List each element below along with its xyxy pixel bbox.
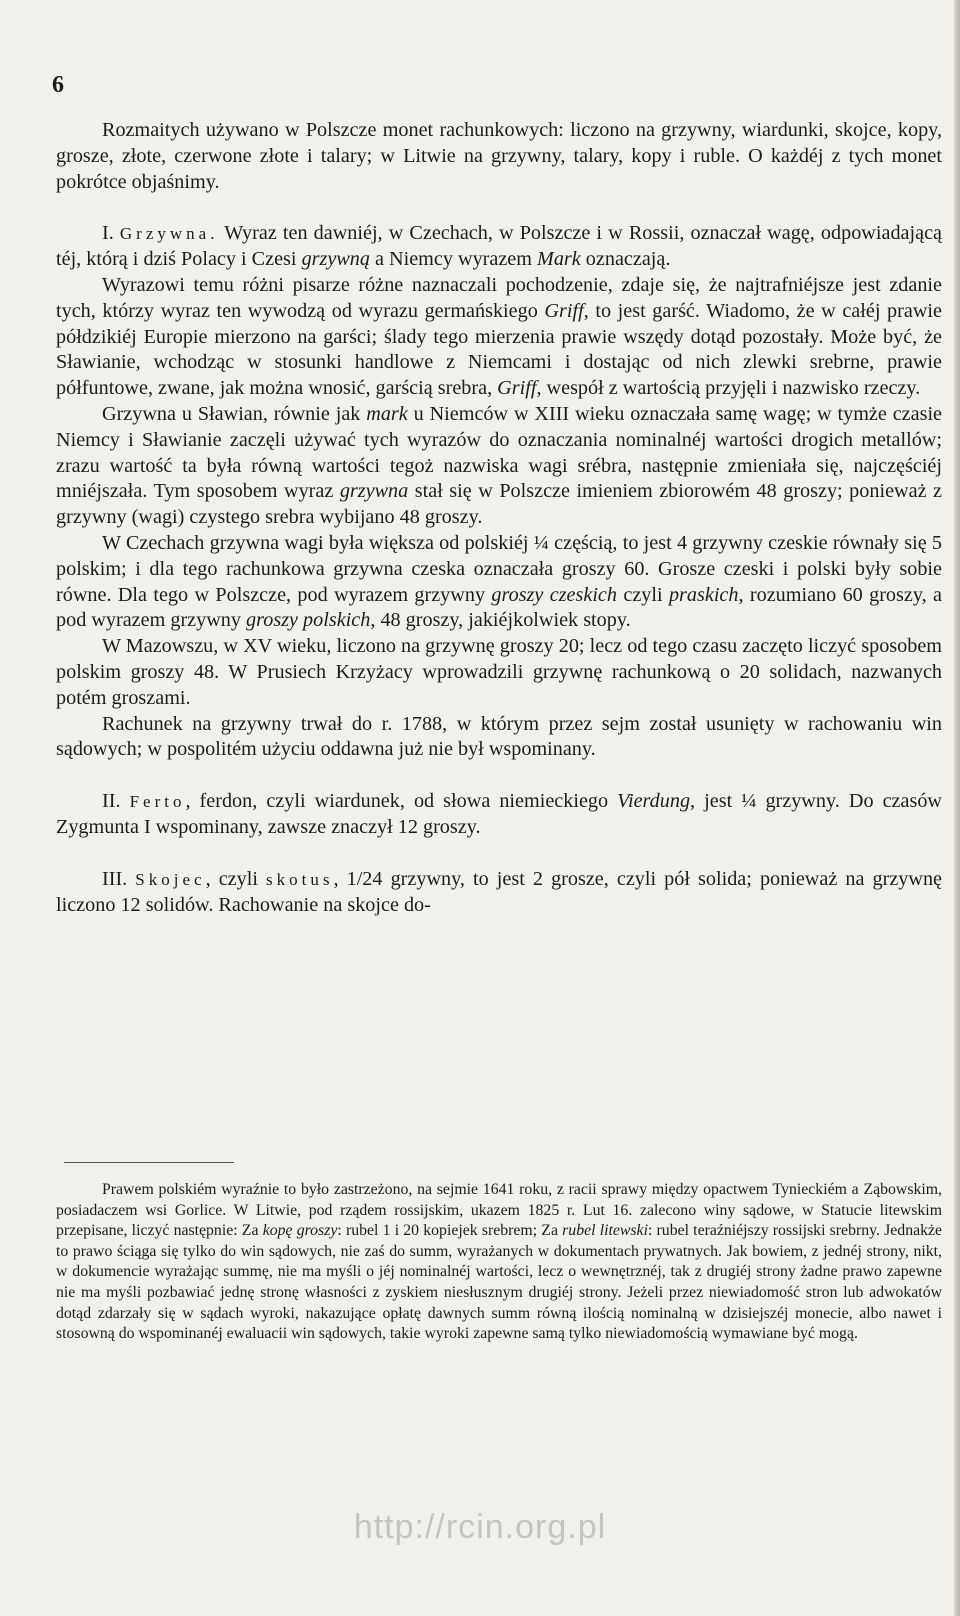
- footnote: Prawem polskiém wyraźnie to było zastrzeżono, na sejmie 1641 roku, z racii sprawy między opactwem Tynieckiém a Ząbowskim, posiadaczem wsi Gorlice. W Litwie, pod rządem rossijskim, ukazem 1825 r. Lut 16. zalecono winy sądowe, w Statucie litewskim przepisane, liczyć następnie: Za kopę groszy: rubel 1 i 20 kopiejek srebrem; Za rubel litewski: rubel teraźniéjszy rossijski srebrny. Jednakże to prawo ściąga się tylko do win sądowych, nie zaś do summ, wyrażanych w dokumentach prywatnych. Jak bowiem, z jednéj strony, nikt, w dokumencie wyrażając summę, nie ma myśli o jéj nominalnéj wartości, lecz o wewnętrznéj, tak z drugiéj strony żadne prawo zapewne nie ma myśli pozbawiać jednę stronę własności z zyskiem niesłusznym drugiéj strony. Jeżeli przez niewiadomość stron lub adwokatów dotąd zdarzały się w sądach wyroki, nakazujące opłatę dawnych summ równą ilością nominalną w dzisiejszéj monecie, albo nawet i stosowną do wspominanéj ewaluacii win sądowych, takie wyroki zapewne samą tylko niewiadomością wymawiane być mogą.: [56, 1181, 943, 1343]
- main-text: [56, 118, 942, 918]
- footnote-divider: [64, 1162, 234, 1163]
- section-numeral: II.: [102, 790, 121, 813]
- section-term: Skojec: [135, 869, 206, 889]
- section-term: Ferto: [129, 792, 186, 812]
- slavic-grzywna-paragraph: Grzywna u Sławian, równie jak mark u Niemców w XIII wieku oznaczała samę wagę; w tymże czasie Niemcy i Sławianie zaczęli używać tych wyrazów do oznaczania nominalnéj wartości drogich metallów; zrazu wartość ta była równą wartości tegoż nazwiska wagi srébra, następnie zmieniała się, najczęściéj mniéjszała. Tym sposobem wyraz grzywna stał się w Polszcze imieniem zbiorowém 48 groszy; ponieważ z grzywny (wagi) czystego srebra wybijano 48 groszy.: [56, 402, 943, 529]
- section-term: Grzywna.: [119, 224, 219, 244]
- section-term-alt: skotus: [266, 869, 334, 889]
- skojec-section-paragraph: III. Skojec, czyli skotus, 1/24 grzywny, to jest 2 grosze, czyli pół solida; ponieważ na grzywnę liczono 12 solidów. Rachowanie na skojce do-: [56, 867, 943, 916]
- section-numeral: III.: [102, 867, 128, 890]
- intro-paragraph: Rozmaitych używano w Polszcze monet rachunkowych: liczono na grzywny, wiardunki, skojce, kopy, grosze, złote, czerwone złote i talary; w Litwie na grzywny, talary, kopy i ruble. O każdéj z tych monet pokrótce objaśnimy.: [56, 119, 942, 193]
- etymology-paragraph: Wyrazowi temu różni pisarze różne naznaczali pochodzenie, zdaje się, że najtrafniéjsze jest zdanie tych, którzy wyraz ten wywodzą od wyrazu germańskiego Griff, to jest garść. Wiadomo, że w całéj prawie półdzikiéj Europie mierzono na garści; ślady tego mierzenia prawie wszędy dotąd pozostały. Może być, że Sławianie, wchodząc w stosunki handlowe z Niemcami i dostając od nich zlewki srebrne, prawie półfuntowe, zwane, jak można wnosić, garścią srebra, Griff, wespół z wartością przyjęli i nazwisko rzeczy.: [56, 273, 942, 400]
- mazovia-paragraph: W Mazowszu, w XV wieku, liczono na grzywnę groszy 20; lecz od tego czasu zaczęto liczyć sposobem polskim groszy 48. W Prusiech Krzyżacy wprowadzili grzywnę rachunkową o 20 solidach, nazwanych potém groszami.: [56, 635, 942, 709]
- page-edge: [954, 0, 960, 1616]
- ferto-section-paragraph: II. Ferto, ferdon, czyli wiardunek, od słowa niemieckiego Vierdung, jest ¼ grzywny. Do czasów Zygmunta I wspominany, zawsze znaczył 12 groszy.: [56, 790, 943, 838]
- grzywna-section-paragraph: I. Grzywna. Wyraz ten dawniéj, w Czechach, w Polszcze i w Rossii, oznaczał wagę, odpowiadającą téj, którą i dziś Polacy i Czesi grzywną a Niemcy wyrazem Mark oznaczają.: [56, 222, 942, 271]
- abolition-paragraph: Rachunek na grzywny trwał do r. 1788, w którym przez sejm został usunięty w rachowaniu win sądowych; w pospolitém użyciu oddawna już nie był wspominany.: [56, 712, 942, 761]
- page-number: 6: [52, 72, 64, 98]
- section-numeral: I.: [102, 222, 114, 245]
- czech-grzywna-paragraph: W Czechach grzywna wagi była większa od polskiéj ¼ częścią, to jest 4 grzywny czeskie równały się 5 polskim; i dla tego rachunkowa grzywna czeska oznaczała groszy 60. Grosze czeski i polski były sobie równe. Dla tego w Polszcze, pod wyrazem grzywny groszy czeskich czyli praskich, rozumiano 60 groszy, a pod wyrazem grzywny groszy polskich, 48 groszy, jakiéjkolwiek stopy.: [56, 531, 942, 632]
- watermark-url: http://rcin.org.pl: [353, 1508, 607, 1546]
